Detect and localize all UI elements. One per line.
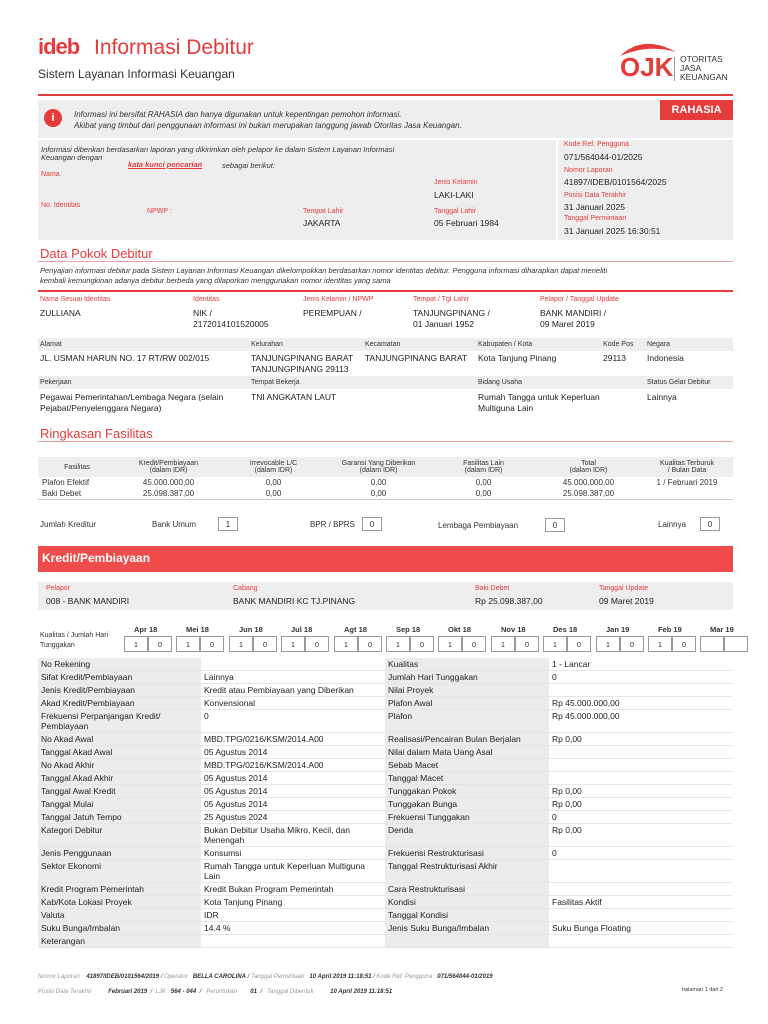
ringkasan-table — [38, 457, 733, 500]
kualitas-box: 1 — [124, 636, 148, 652]
kode-ref-value: 071/564044-01/2025 — [564, 152, 643, 162]
fas-h-1: Kredit/Pembiayaan (dalam IDR) — [138, 460, 199, 474]
detail-value — [549, 883, 733, 896]
h-pelapor: Pelapor / Tanggal Update — [540, 296, 619, 303]
ojk-line-1: OTORITAS — [680, 54, 723, 64]
page-number: halaman 1 dari 2 — [682, 987, 723, 993]
kabupaten-value: Kota Tanjung Pinang — [478, 353, 557, 363]
fas-h-5: Total (dalam IDR) — [569, 460, 608, 474]
h-identitas: Identitas — [193, 296, 220, 303]
detail-key: Tunggakan Bunga — [385, 798, 549, 811]
detail-value: Fasilitas Aktif — [549, 896, 733, 909]
detail-key: Kredit Program Pemerintah — [38, 883, 201, 896]
identitas-1: NIK / — [193, 308, 212, 318]
detail-row — [38, 847, 733, 860]
detail-row — [38, 824, 733, 847]
fas-h-3: Garansi Yang Diberikan (dalam IDR) — [341, 460, 416, 474]
detail-key: Nilai dalam Mata Uang Asal — [385, 746, 549, 759]
detail-key: Jenis Suku Bunga/Imbalan — [385, 922, 549, 935]
npwp-label: NPWP : — [147, 208, 172, 215]
detail-key: No Rekening — [38, 658, 201, 671]
fas-h-0: Fasilitas — [64, 463, 90, 471]
h-bidang-usaha: Bidang Usaha — [478, 379, 522, 386]
detail-value: 1 - Lancar — [549, 658, 733, 671]
tunggakan-box: 0 — [567, 636, 591, 652]
detail-value — [549, 746, 733, 759]
tanggal-permintaan-label: Tanggal Permintaan — [564, 215, 627, 222]
detail-key: Plafon — [385, 710, 549, 733]
search-intro-3: sebagai berikut: — [222, 161, 275, 170]
fas-h-6: Kualitas Terburuk / Bulan Data — [660, 460, 714, 474]
detail-value — [201, 935, 385, 948]
footer-op-label: Operator — [164, 974, 188, 980]
detail-value: 05 Agustus 2014 — [201, 785, 385, 798]
detail-key: Suku Bunga/Imbalan — [38, 922, 201, 935]
ojk-logo: OJK — [620, 52, 674, 82]
detail-key: No Akad Akhir — [38, 759, 201, 772]
detail-key: Frekuensi Restrukturisasi — [385, 847, 549, 860]
notice-line-1: Informasi ini bersifat RAHASIA dan hanya digunakan untuk kepentingan pemohon informasi. — [74, 110, 402, 119]
detail-value: 25 Agustus 2024 — [201, 811, 385, 824]
kualitas-box: 1 — [648, 636, 672, 652]
alamat-value: JL. USMAN HARUN NO. 17 RT/RW 002/015 — [40, 353, 210, 363]
detail-value — [549, 772, 733, 785]
notice-box — [38, 100, 733, 138]
fas-h-2: Irrevocable L/C (dalam IDR) — [249, 460, 298, 474]
footer-nl-label: Nomor Laporan — [38, 974, 80, 980]
pokok-desc-1: Penyajian informasi debitur pada Sistem Layanan Informasi Keuangan dikelompokkan berdasarkan nomor identitas debitur. Pengguna informasi diharapkan dapat meneliti — [40, 266, 608, 275]
ideb-logo: ideb — [38, 34, 80, 59]
detail-value: Rp 0,00 — [549, 824, 733, 847]
detail-value: Konvensional — [201, 697, 385, 710]
kualitas-box: 1 — [281, 636, 305, 652]
detail-row — [38, 896, 733, 909]
id-label: No. Identitas — [41, 202, 81, 209]
ttl-2: 01 Januari 1952 — [413, 319, 474, 329]
h-nama: Nama Sesuai Identitas — [40, 296, 111, 303]
h-tempat-bekerja: Tempat Bekerja — [251, 379, 300, 386]
detail-key: Realisasi/Pencairan Bulan Berjalan — [385, 733, 549, 746]
detail-row — [38, 772, 733, 785]
footer-ljk: 564 - 044 — [170, 989, 197, 995]
detail-key: Frekuensi Tunggakan — [385, 811, 549, 824]
detail-value: 0 — [549, 671, 733, 684]
pokok-desc-2: kembali kemungkinan adanya debitur berbeda yang dilaporkan menggunakan nomor identitas yang sama — [40, 276, 391, 285]
footer-pr: 01 — [250, 989, 257, 995]
month-label: Okt 18 — [448, 625, 471, 634]
detail-key: Sektor Ekonomi — [38, 860, 201, 883]
footer-op: BELLA CAROLINA — [192, 974, 246, 980]
detail-value — [549, 759, 733, 772]
detail-value: 05 Agustus 2014 — [201, 798, 385, 811]
detail-value — [201, 658, 385, 671]
detail-value: Kredit Bukan Program Pemerintah — [201, 883, 385, 896]
detail-key: Tunggakan Pokok — [385, 785, 549, 798]
kredit-cabang-label: Cabang — [233, 585, 258, 592]
ojk-line-3: KEUANGAN — [680, 72, 728, 82]
detail-key: Tanggal Akad Awal — [38, 746, 201, 759]
footer-nl: 41897/IDEB/0101564/2019 — [86, 974, 160, 980]
detail-value: Lainnya — [201, 671, 385, 684]
bpr-count: 0 — [362, 517, 382, 531]
ringkasan-title: Ringkasan Fasilitas — [40, 426, 153, 441]
bank-umum-count: 1 — [218, 517, 238, 531]
detail-row — [38, 684, 733, 697]
footer-kr-label: Kode Ref. Pengguna — [376, 974, 433, 980]
h-negara: Negara — [647, 341, 670, 348]
detail-value: Rumah Tangga untuk Keperluan Multiguna Lain — [201, 860, 385, 883]
detail-key: Kab/Kota Lokasi Proyek — [38, 896, 201, 909]
fas-row: Baki Debet 25.098.387,00 0,00 0,00 0,00 25.098.387,00 — [38, 488, 733, 500]
fas-row: Plafon Efektif 45.000.000,00 0,00 0,00 0,00 45.000.000,00 1 / Februari 2019 — [42, 478, 718, 487]
kualitas-box — [700, 636, 724, 652]
detail-value: Rp 45.000.000,00 — [549, 697, 733, 710]
month-label: Jul 18 — [291, 625, 313, 634]
detail-value — [549, 935, 733, 948]
kode-ref-label: Kode Ref. Pengguna — [564, 141, 629, 148]
h-ttl: Tempat / Tgl Lahir — [413, 296, 469, 303]
footer-td-label: Tanggal Dibentuk — [267, 989, 314, 995]
detail-value: Bukan Debitur Usaha Mikro, Kecil, dan Menengah — [201, 824, 385, 847]
bidang-usaha-1: Rumah Tangga untuk Keperluan — [478, 392, 600, 402]
tanggal-permintaan-value: 31 Januari 2025 16:30:51 — [564, 226, 661, 236]
kualitas-box: 1 — [438, 636, 462, 652]
month-label: Agt 18 — [344, 625, 367, 634]
ttl-1: TANJUNGPINANG / — [413, 308, 490, 318]
detail-row — [38, 671, 733, 684]
tgl-lahir-label: Tanggal Lahir — [434, 208, 477, 215]
detail-value: 14.4 % — [201, 922, 385, 935]
detail-value — [549, 684, 733, 697]
data-pokok-title: Data Pokok Debitur — [40, 246, 153, 261]
detail-row — [38, 935, 733, 948]
tunggakan-box: 0 — [358, 636, 382, 652]
detail-key: Tanggal Macet — [385, 772, 549, 785]
kredit-tgl-label: Tanggal Update — [599, 585, 649, 592]
detail-value: Kredit atau Pembiayaan yang Diberikan — [201, 684, 385, 697]
kredit-cabang-value: BANK MANDIRI KC TJ.PINANG — [233, 596, 356, 606]
page-subtitle: Sistem Layanan Informasi Keuangan — [38, 67, 235, 81]
tempat-bekerja-value: TNI ANGKATAN LAUT — [251, 392, 337, 402]
kelurahan-2: TANJUNGPINANG 29113 — [251, 364, 349, 374]
detail-key: Tanggal Mulai — [38, 798, 201, 811]
tgl-lahir-value: 05 Februari 1984 — [434, 218, 499, 228]
detail-key — [385, 935, 549, 948]
month-label: Mar 19 — [710, 625, 734, 634]
negara-value: Indonesia — [647, 353, 684, 363]
detail-row — [38, 860, 733, 883]
detail-row — [38, 883, 733, 896]
fas-h-4: Fasilitas Lain (dalam IDR) — [463, 460, 504, 474]
pelapor-1: BANK MANDIRI / — [540, 308, 607, 318]
detail-value: IDR — [201, 909, 385, 922]
month-label: Nov 18 — [501, 625, 526, 634]
detail-value — [549, 860, 733, 883]
nomor-laporan-label: Nomor Laporan — [564, 167, 613, 174]
detail-key: Tanggal Awal Kredit — [38, 785, 201, 798]
footer-tp-label: Tanggal Permintaan — [250, 974, 305, 980]
detail-value: 05 Agustus 2014 — [201, 746, 385, 759]
kecamatan-value: TANJUNGPINANG BARAT — [365, 353, 468, 363]
detail-key: No Akad Awal — [38, 733, 201, 746]
search-keyword: kata kunci pencarian — [128, 160, 203, 169]
kualitas-box: 1 — [386, 636, 410, 652]
tunggakan-box: 0 — [200, 636, 224, 652]
detail-row — [38, 746, 733, 759]
posisi-label: Posisi Data Terakhir — [564, 192, 627, 199]
detail-key: Jumlah Hari Tunggakan — [385, 671, 549, 684]
detail-key: Tanggal Akad Akhir — [38, 772, 201, 785]
tunggakan-box: 0 — [148, 636, 172, 652]
kodepos-value: 29113 — [603, 353, 627, 363]
kualitas-box: 1 — [334, 636, 358, 652]
lembaga-count: 0 — [545, 518, 565, 532]
pekerjaan-1: Pegawai Pemerintahan/Lembaga Negara (selain — [40, 392, 224, 402]
tunggakan-box: 0 — [410, 636, 434, 652]
detail-key: Tanggal Restrukturisasi Akhir — [385, 860, 549, 883]
month-label: Apr 18 — [134, 625, 158, 634]
detail-value: 05 Agustus 2014 — [201, 772, 385, 785]
tunggakan-box: 0 — [515, 636, 539, 652]
footer-tp: 10 April 2019 11:18:51 — [309, 974, 372, 980]
pelapor-2: 09 Maret 2019 — [540, 319, 595, 329]
detail-value: 0 — [201, 710, 385, 733]
detail-row — [38, 922, 733, 935]
detail-key: Denda — [385, 824, 549, 847]
h-kabupaten: Kabupaten / Kota — [478, 341, 533, 348]
detail-key: Sifat Kredit/Pembiayaan — [38, 671, 201, 684]
bpr-label: BPR / BPRS — [310, 520, 355, 529]
tunggakan-box: 0 — [672, 636, 696, 652]
detail-row — [38, 733, 733, 746]
search-intro-1: Informasi diberikan berdasarkan laporan yang dikirimkan oleh pelapor ke dalam Sistem Layanan Informasi — [41, 145, 395, 154]
jk-npwp-value: PEREMPUAN / — [303, 308, 362, 318]
detail-value: Kota Tanjung Pinang — [201, 896, 385, 909]
kualitas-box: 1 — [491, 636, 515, 652]
page-title: Informasi Debitur — [94, 36, 254, 59]
h-jk-npwp: Jenis Kelamin / NPWP — [303, 296, 374, 303]
detail-value: MBD.TPG/0216/KSM/2014.A00 — [201, 759, 385, 772]
detail-row — [38, 759, 733, 772]
info-icon: i — [44, 109, 62, 127]
detail-value: MBD.TPG/0216/KSM/2014.A00 — [201, 733, 385, 746]
detail-value: Rp 0,00 — [549, 785, 733, 798]
detail-value: Suku Bunga Floating — [549, 922, 733, 935]
kredit-baki-label: Baki Debet — [475, 585, 510, 592]
lembaga-label: Lembaga Pembiayaan — [438, 521, 519, 530]
kredit-pelapor-label: Pelapor — [46, 585, 71, 592]
h-status-gelar: Status Gelar Debitur — [647, 379, 711, 386]
footer-kr: 071/564044-01/2019 — [437, 974, 493, 980]
detail-value: 0 — [549, 847, 733, 860]
detail-row — [38, 697, 733, 710]
kualitas-box: 1 — [229, 636, 253, 652]
jumlah-kreditur-label: Jumlah Kreditur — [40, 520, 97, 529]
footer: Nomor Laporan 41897/IDEB/0101564/2019 / Operator BELLA CAROLINA / Tanggal Permintaan 10 April 2019 11:18:51 / Kode Ref. Pengguna 071/564044-01/2019 — [38, 974, 493, 980]
detail-key: Valuta — [38, 909, 201, 922]
identitas-2: 2172014101520005 — [193, 319, 269, 329]
kualitas-box: 1 — [596, 636, 620, 652]
footer-pd: Februari 2019 — [108, 989, 148, 995]
detail-row — [38, 710, 733, 733]
detail-key: Tanggal Kondisi — [385, 909, 549, 922]
pekerjaan-2: Pejabat/Penyelenggara Negara) — [40, 403, 162, 413]
month-label: Mei 18 — [186, 625, 209, 634]
kualitas-label-2: Tunggakan — [40, 642, 75, 649]
jk-label: Jenis Kelamin — [434, 179, 478, 186]
footer-pr-label: Peruntukan — [206, 989, 237, 995]
jk-value: LAKI-LAKI — [434, 190, 474, 200]
bidang-usaha-2: Multiguna Lain — [478, 403, 534, 413]
month-label: Des 18 — [553, 625, 578, 634]
tunggakan-box: 0 — [462, 636, 486, 652]
tunggakan-box — [724, 636, 748, 652]
detail-value: Rp 45.000.000,00 — [549, 710, 733, 733]
footer-pd-label: Posisi Data Terakhir — [38, 989, 92, 995]
detail-key: Frekuensi Perpanjangan Kredit/ Pembiayaan — [38, 710, 201, 733]
detail-key: Keterangan — [38, 935, 201, 948]
h-alamat: Alamat — [40, 341, 62, 348]
bank-umum-label: Bank Umum — [152, 520, 197, 529]
month-label: Sep 18 — [396, 625, 421, 634]
detail-key: Cara Restrukturisasi — [385, 883, 549, 896]
detail-key: Tanggal Jatuh Tempo — [38, 811, 201, 824]
detail-row — [38, 909, 733, 922]
notice-line-2: Akibat yang timbul dari penggunaan informasi ini bukan merupakan tanggung jawab Otoritas Jasa Keuangan. — [74, 121, 462, 130]
tl-value: JAKARTA — [303, 218, 341, 228]
search-intro-2: Keuangan dengan — [41, 153, 103, 162]
lainnya-label: Lainnya — [658, 520, 687, 529]
nama-label: Nama — [41, 171, 60, 178]
detail-key: Jenis Kredit/Pembiayaan — [38, 684, 201, 697]
kredit-title: Kredit/Pembiayaan — [42, 551, 151, 565]
kualitas-label-1: Kualitas / Jumlah Hari — [40, 632, 109, 639]
kualitas-box: 1 — [543, 636, 567, 652]
tunggakan-box: 0 — [253, 636, 277, 652]
kredit-detail-table — [38, 658, 733, 948]
detail-key: Nilai Proyek — [385, 684, 549, 697]
h-kecamatan: Kecamatan — [365, 341, 401, 348]
detail-value: Konsumsi — [201, 847, 385, 860]
detail-row — [38, 798, 733, 811]
kredit-baki-value: Rp 25.098.387,00 — [475, 596, 543, 606]
kelurahan-1: TANJUNGPINANG BARAT — [251, 353, 354, 363]
detail-value — [549, 909, 733, 922]
tunggakan-box: 0 — [305, 636, 329, 652]
tl-label: Tempat Lahir — [303, 208, 344, 215]
tunggakan-box: 0 — [620, 636, 644, 652]
footer-td: 10 April 2019 11:18:51 — [330, 989, 393, 995]
detail-key: Akad Kredit/Pembiayaan — [38, 697, 201, 710]
detail-row — [38, 785, 733, 798]
detail-key: Plafon Awal — [385, 697, 549, 710]
detail-key: Sebab Macet — [385, 759, 549, 772]
month-label: Jun 18 — [239, 625, 263, 634]
nomor-laporan-value: 41897/IDEB/0101564/2025 — [564, 177, 667, 187]
month-label: Jan 19 — [606, 625, 630, 634]
footer-2: Posisi Data Terakhir Februari 2019 / LJK 564 - 044 / Peruntukan 01 / Tanggal Dibentuk 10 April 2019 11:18:51 — [38, 989, 393, 995]
footer-ljk-label: LJK — [155, 989, 166, 995]
detail-key: Kondisi — [385, 896, 549, 909]
detail-value: Rp 0,00 — [549, 798, 733, 811]
rahasia-badge: RAHASIA — [660, 100, 733, 120]
kredit-tgl-value: 09 Maret 2019 — [599, 596, 654, 606]
kredit-pelapor-value: 008 - BANK MANDIRI — [46, 596, 130, 606]
detail-row — [38, 658, 733, 671]
detail-key: Jenis Penggunaan — [38, 847, 201, 860]
lainnya-count: 0 — [700, 517, 720, 531]
nama-value: ZULLIANA — [40, 308, 81, 318]
month-label: Feb 19 — [658, 625, 682, 634]
h-kelurahan: Kelurahan — [251, 341, 283, 348]
status-gelar-value: Lainnya — [647, 392, 677, 402]
detail-key: Kualitas — [385, 658, 549, 671]
detail-row — [38, 811, 733, 824]
detail-value: 0 — [549, 811, 733, 824]
kualitas-box: 1 — [176, 636, 200, 652]
detail-value: Rp 0,00 — [549, 733, 733, 746]
posisi-value: 31 Januari 2025 — [564, 202, 625, 212]
h-kodepos: Kode Pos — [603, 341, 634, 348]
ojk-line-2: JASA — [680, 63, 702, 73]
detail-key: Kategori Debitur — [38, 824, 201, 847]
h-pekerjaan: Pekerjaan — [40, 379, 72, 386]
